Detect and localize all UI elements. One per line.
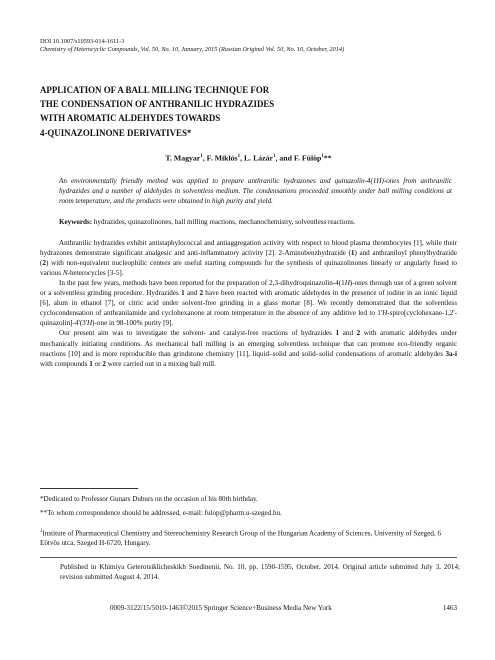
corresponding-mark: ** bbox=[323, 153, 332, 163]
author-4-affil: 1 bbox=[321, 153, 324, 159]
journal-citation: Chemistry of Heterocyclic Compounds, Vol. 50, No. 10, January, 2015 (Russian Original Vol. 50, No. 10, October, 2014) bbox=[40, 46, 345, 53]
title-line-1: APPLICATION OF A BALL MILLING TECHNIQUE FOR bbox=[40, 85, 270, 95]
keywords-label: Keywords: bbox=[59, 217, 93, 226]
keywords-text: hydrazides, quinazolinones, ball milling reactions, mechanochemistry, solventless reactions. bbox=[92, 217, 356, 226]
author-3: L. Lázár bbox=[243, 153, 273, 163]
author-2: F. Miklós bbox=[206, 153, 238, 163]
article-title bbox=[40, 83, 457, 140]
author-sep: , bbox=[202, 153, 207, 163]
publication-divider bbox=[40, 557, 457, 558]
article-page bbox=[40, 38, 457, 369]
page-number: 1463 bbox=[442, 604, 457, 612]
author-and: , and bbox=[275, 153, 294, 163]
issn-copyright: 0009-3122/15/5010-1463©2015 Springer Science+Business Media New York bbox=[110, 604, 332, 612]
correspondence-footnote: **To whom correspondence should be addressed, e-mail: fulop@pharm.u-szeged.hu. bbox=[40, 508, 282, 517]
abstract: An environmentally friendly method was applied to prepare anthranilic hydrazones and quinazolin-4(1H)-ones from anthranilic hydrazides and a number of aldehydes in solventless medium. The condensations proceeded smoothly under ball milling conditions at room temperature, and the products were obtained in high purity and yield. bbox=[59, 177, 452, 205]
affiliation-mark: 1 bbox=[40, 528, 43, 534]
affiliation-text: Institute of Pharmaceutical Chemistry and Stereochemistry Research Group of the Hungarian Academy of Sciences, University of Szeged, 6 Eötvös utca, Szeged H-6720, Hungary. bbox=[40, 528, 442, 547]
title-line-4: 4-QUINAZOLINONE DERIVATIVES* bbox=[40, 127, 192, 138]
keywords bbox=[59, 218, 452, 228]
title-line-2: THE CONDENSATION OF ANTHRANILIC HYDRAZIDES bbox=[40, 99, 275, 110]
author-1-affil: 1 bbox=[200, 153, 203, 159]
author-list bbox=[40, 152, 457, 164]
body-paragraph-2: In the past few years, methods have been reported for the preparation of 2,3-dihydroquinazolin-4(1H)-ones through use of a green solvent or a solventless grinding procedure. Hydrazides 1 and 2 have been reacted with aromatic aldehydes in the presence of iodine in an ionic liquid [6], alum in ethanol [7], or citric acid under solvent-free grinding in a glass mortar [8]. We recently demonstrated that the solventless cyclocondensation of anthranilamide and cyclohexanone at room temperature in the absence of any additive led to 1'H-spiro[cyclohexane-1,2'-quinazolin]-4'(3'H)-one in 98-100% purity [9]. bbox=[40, 278, 458, 328]
dedication-footnote: *Dedicated to Professor Gunars Duburs on the occasion of his 80th birthday. bbox=[40, 495, 258, 503]
publication-note: Published in Khimiya Geterotsiklicheskikh Soedinenii, No. 10, pp. 1590-1595, October, 2014. Original article submitted July 3, 2014; revision submitted August 4, 2014. bbox=[60, 563, 460, 581]
author-sep: , bbox=[240, 153, 244, 163]
author-4: F. Fülöp bbox=[293, 153, 322, 163]
footnote-divider bbox=[40, 488, 138, 489]
author-3-affil: 1 bbox=[273, 153, 276, 159]
footnotes bbox=[40, 488, 457, 549]
author-2-affil: 1 bbox=[237, 153, 241, 159]
title-line-3: WITH AROMATIC ALDEHYDES TOWARDS bbox=[40, 113, 221, 124]
affiliation-footnote bbox=[40, 527, 457, 549]
doi-line: DOI 10.1007/s10593-014-1611-3 bbox=[40, 38, 125, 45]
author-1: T. Magyar bbox=[165, 153, 201, 163]
article-body bbox=[40, 238, 457, 369]
body-paragraph-1: Anthranilic hydrazides exhibit antistaphylococcal and antiaggregation activity with respect to blood plasma thrombocytes [1], while their hydrazones demonstrate significant analgesic and anti-inflammatory activity [2]. 2-Aminobenzhydrazide (1) and anthraniloyl phenylhydrazide (2) with non-equivalent nucleophilic centers are useful starting compounds for the synthesis of quinazolinones linearly or angularly fused to various N-heterocycles [3-5]. bbox=[40, 238, 457, 277]
body-paragraph-3: Our present aim was to investigate the solvent- and catalyst-free reactions of hydrazides 1 and 2 with aromatic aldehydes under mechanically initiating conditions. As mechanical ball milling is an emerging solventless technique that can promote eco-friendly organic reactions [10] and is more reproducible than grindstone chemistry [11], liquid–solid and solid–solid condensations of aromatic aldehydes 3a-i with compounds 1 or 2 were carried out in a mixing ball mill. bbox=[40, 329, 457, 368]
